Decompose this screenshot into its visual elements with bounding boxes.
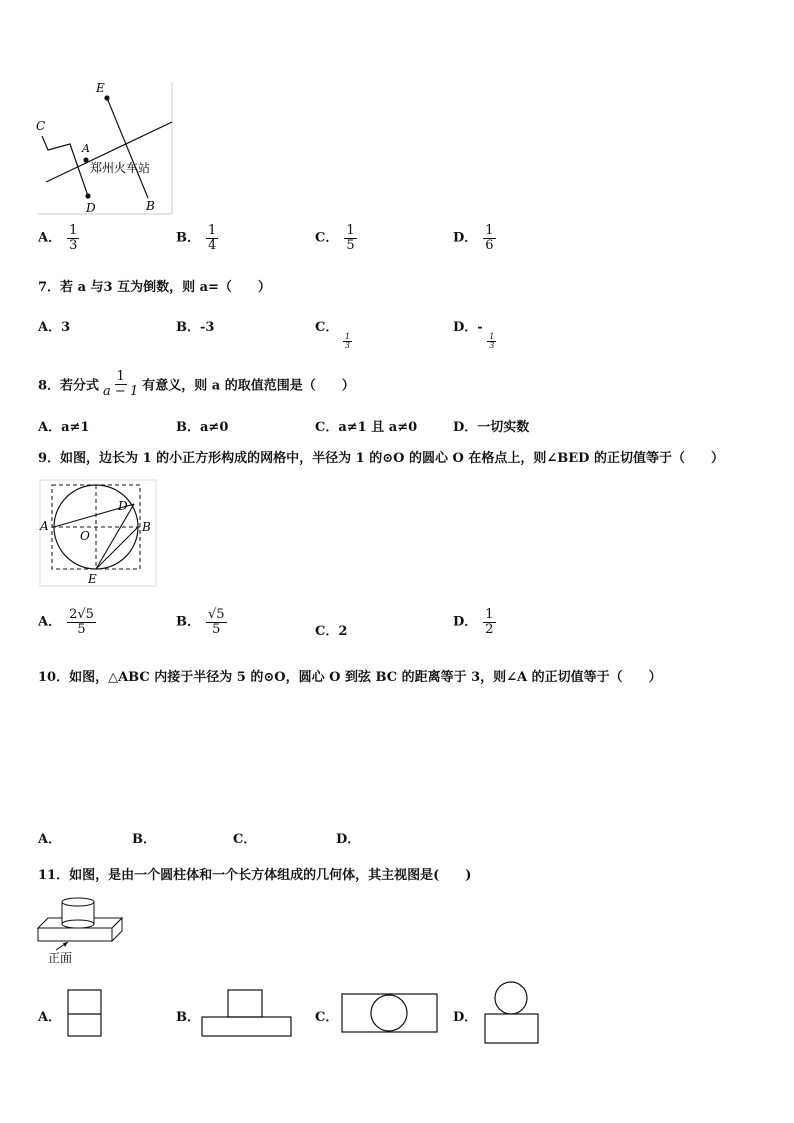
- point-a-label: A: [82, 142, 90, 155]
- solid-figure: [36, 890, 136, 966]
- q10-option-b[interactable]: B．: [132, 832, 156, 847]
- q7-option-b[interactable]: B．-3: [176, 320, 215, 335]
- q9-option-b[interactable]: B． $\frac{√5}{5}$: [176, 607, 225, 637]
- point-e-label: E: [96, 81, 105, 95]
- label-b: B: [142, 520, 151, 534]
- q8-option-b[interactable]: B．a≠0: [176, 420, 229, 435]
- q10-option-d[interactable]: D．: [336, 832, 361, 847]
- q10-stem: 10．如图，△ABC 内接于半径为 5 的⊙O，圆心 O 到弦 BC 的距离等于 3，则∠A 的正切值等于（ ）: [38, 670, 662, 685]
- q7-option-d[interactable]: D．- $\frac{1}{3}$: [453, 320, 495, 350]
- q7-option-a[interactable]: A．3: [38, 320, 71, 335]
- q11-option-b[interactable]: B．: [176, 1010, 200, 1025]
- q9-stem: 9．如图，边长为 1 的小正方形构成的网格中，半径为 1 的⊙O 的圆心 O 在格点上，则∠BED 的正切值等于（ ）: [38, 451, 724, 466]
- q9-option-a[interactable]: A． $\frac{2√5}{5}$: [38, 607, 94, 637]
- station-figure: [34, 78, 176, 218]
- q10-option-a[interactable]: A．: [38, 832, 62, 847]
- q8-option-d[interactable]: D．一切实数: [453, 420, 530, 435]
- label-a: A: [40, 519, 49, 533]
- q8-stem: 8．若分式 $\frac{1}{a - 1}$ 有意义，则 a 的取值范围是（ ）: [38, 369, 355, 399]
- q6-option-c[interactable]: C． $\frac{1}{5}$: [315, 223, 355, 253]
- front-label: 正面: [48, 951, 73, 965]
- point-d-label: D: [86, 201, 96, 215]
- option-a-figure: [66, 988, 104, 1038]
- q11-option-d[interactable]: D．: [453, 1010, 478, 1025]
- q7-stem: 7．若 a 与3 互为倒数，则 a=（ ）: [38, 280, 271, 295]
- q7-option-c[interactable]: C． $\frac{1}{3}$: [315, 320, 350, 350]
- point-c-label: C: [36, 119, 46, 133]
- q6-option-b[interactable]: B． $\frac{1}{4}$: [176, 223, 217, 253]
- q6-option-d[interactable]: D． $\frac{1}{6}$: [453, 223, 494, 253]
- q6-option-a[interactable]: A． $\frac{1}{3}$: [38, 223, 78, 253]
- line-eb: [107, 98, 148, 198]
- grid-circle-figure: [38, 478, 158, 588]
- point-b-label: B: [146, 199, 155, 213]
- q9-option-c[interactable]: C．2: [315, 624, 348, 639]
- q10-option-c[interactable]: C．: [233, 832, 257, 847]
- option-b-figure: [200, 988, 294, 1038]
- q11-option-a[interactable]: A．: [38, 1010, 62, 1025]
- station-label: 郑州火车站: [90, 161, 151, 175]
- label-o: O: [80, 529, 90, 543]
- label-e: E: [88, 572, 97, 586]
- option-c-figure: [340, 992, 440, 1034]
- q8-option-c[interactable]: C．a≠1 且 a≠0: [315, 420, 418, 435]
- label-d: D: [118, 499, 128, 513]
- q11-stem: 11．如图，是由一个圆柱体和一个长方体组成的几何体，其主视图是( ): [38, 868, 472, 883]
- q9-option-d[interactable]: D． $\frac{1}{2}$: [453, 607, 494, 637]
- option-d-figure: [482, 980, 542, 1046]
- q8-option-a[interactable]: A．a≠1: [38, 420, 90, 435]
- q11-option-c[interactable]: C．: [315, 1010, 339, 1025]
